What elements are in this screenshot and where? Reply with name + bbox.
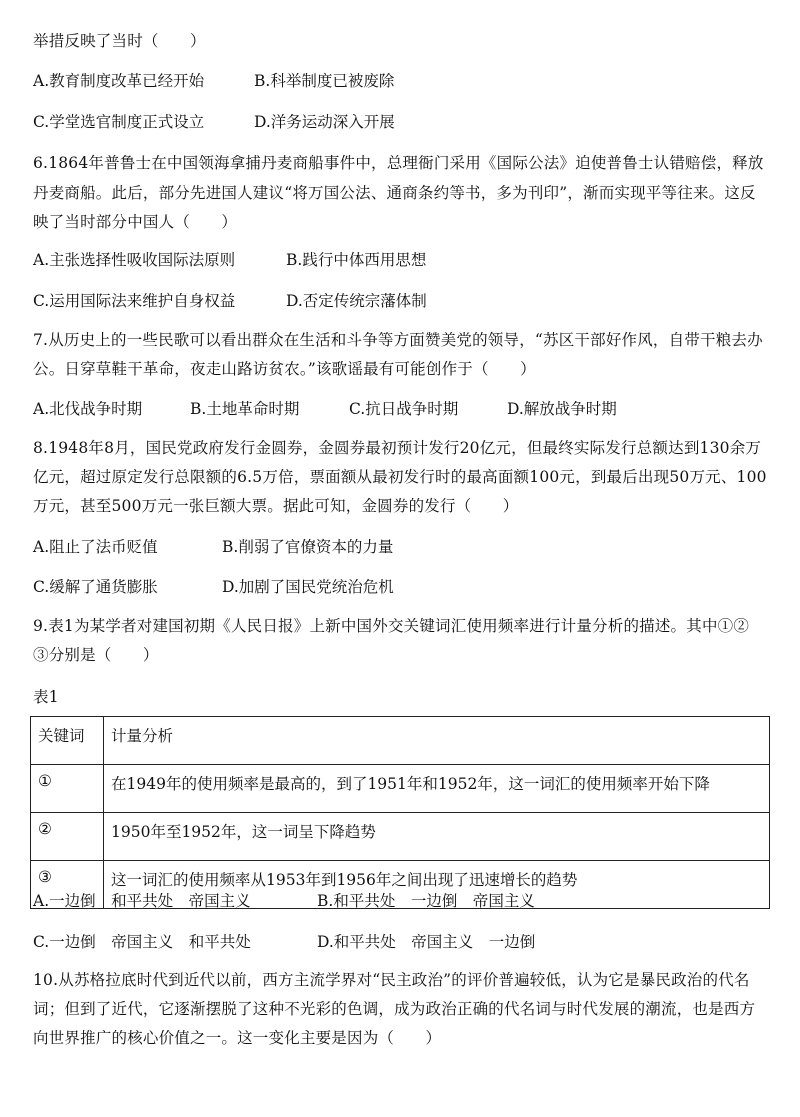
q8-line-3: 万元，甚至500万元一张巨额大票。据此可知，金圆券的发行（ ）	[33, 497, 519, 515]
q9-line-1: 9.表1为某学者对建国初期《人民日报》上新中国外交关键词汇使用频率进行计量分析的描述。其中①②	[33, 617, 750, 635]
table-cell-analysis: 1950年至1952年，这一词呈下降趋势	[104, 813, 770, 861]
table-cell-keyword: ③	[31, 861, 104, 909]
table-row	[31, 813, 770, 861]
q7-option-c: C.抗日战争时期	[349, 400, 459, 418]
table-cell-keyword: ①	[31, 765, 104, 813]
q5-option-d: D.洋务运动深入开展	[254, 113, 395, 131]
table-cell-analysis: 这一词汇的使用频率从1953年到1956年之间出现了迅速增长的趋势	[104, 861, 770, 909]
q6-option-c: C.运用国际法来维护自身权益	[33, 292, 236, 310]
q6-line-2: 丹麦商船。此后，部分先进国人建议“将万国公法、通商条约等书，多为刊印”，渐而实现平等往来。这反	[33, 184, 756, 202]
q9-option-c: C.一边倒 帝国主义 和平共处	[33, 933, 251, 951]
table-header-row	[31, 717, 770, 765]
q9-option-a: A.一边倒 和平共处 帝国主义	[33, 892, 251, 910]
q7-option-b: B.土地革命时期	[190, 400, 300, 418]
q10-line-3: 向世界推广的核心价值之一。这一变化主要是因为（ ）	[33, 1029, 442, 1047]
q9-option-b: B.和平共处 一边倒 帝国主义	[317, 892, 535, 910]
table-header-keyword: 关键词	[31, 717, 104, 765]
q7-option-d: D.解放战争时期	[507, 400, 617, 418]
q6-option-a: A.主张选择性吸收国际法原则	[33, 251, 236, 269]
q8-option-c: C.缓解了通货膨胀	[33, 578, 158, 596]
q9-table-caption: 表1	[33, 688, 59, 706]
q8-option-b: B.削弱了官僚资本的力量	[222, 538, 394, 556]
q6-option-b: B.践行中体西用思想	[286, 251, 427, 269]
table-cell-keyword: ②	[31, 813, 104, 861]
table-row	[31, 765, 770, 813]
q9-line-2: ③分别是（ ）	[33, 646, 159, 664]
keyword-frequency-table	[30, 716, 770, 909]
q8-line-2: 亿元，超过原定发行总限额的6.5万倍，票面额从最初发行时的最高面额100元，到最后出现50万元、100	[33, 468, 767, 486]
q8-option-d: D.加剧了国民党统治危机	[222, 578, 394, 596]
q7-line-1: 7.从历史上的一些民歌可以看出群众在生活和斗争等方面赞美党的领导，“苏区干部好作风，自带干粮去办	[33, 331, 763, 349]
q8-option-a: A.阻止了法币贬值	[33, 538, 158, 556]
q5-option-c: C.学堂选官制度正式设立	[33, 113, 205, 131]
q10-line-1: 10.从苏格拉底时代到近代以前，西方主流学界对“民主政治”的评价普遍较低，认为它是暴民政治的代名	[33, 971, 750, 989]
q5-option-a: A.教育制度改革已经开始	[33, 72, 205, 90]
q6-line-1: 6.1864年普鲁士在中国领海拿捕丹麦商船事件中，总理衙门采用《国际公法》迫使普鲁士认错赔偿，释放	[33, 154, 764, 172]
q7-option-a: A.北伐战争时期	[33, 400, 143, 418]
q6-line-3: 映了当时部分中国人（ ）	[33, 213, 238, 231]
q10-line-2: 词；但到了近代，它逐渐摆脱了这种不光彩的色调，成为政治正确的代名词与时代发展的潮流，也是西方	[33, 1000, 756, 1018]
table-header-analysis: 计量分析	[104, 717, 770, 765]
q5-option-b: B.科举制度已被废除	[254, 72, 395, 90]
q8-line-1: 8.1948年8月，国民党政府发行金圆券，金圆券最初预计发行20亿元，但最终实际发行总额达到130余万	[33, 439, 762, 457]
q7-line-2: 公。日穿草鞋干革命，夜走山路访贫农。”该歌谣最有可能创作于（ ）	[33, 360, 536, 378]
table-cell-analysis: 在1949年的使用频率是最高的，到了1951年和1952年，这一词汇的使用频率开始下降	[104, 765, 770, 813]
q9-option-d: D.和平共处 帝国主义 一边倒	[317, 933, 536, 951]
q5-stem-end: 举措反映了当时（ ）	[33, 32, 206, 50]
q6-option-d: D.否定传统宗藩体制	[286, 292, 427, 310]
